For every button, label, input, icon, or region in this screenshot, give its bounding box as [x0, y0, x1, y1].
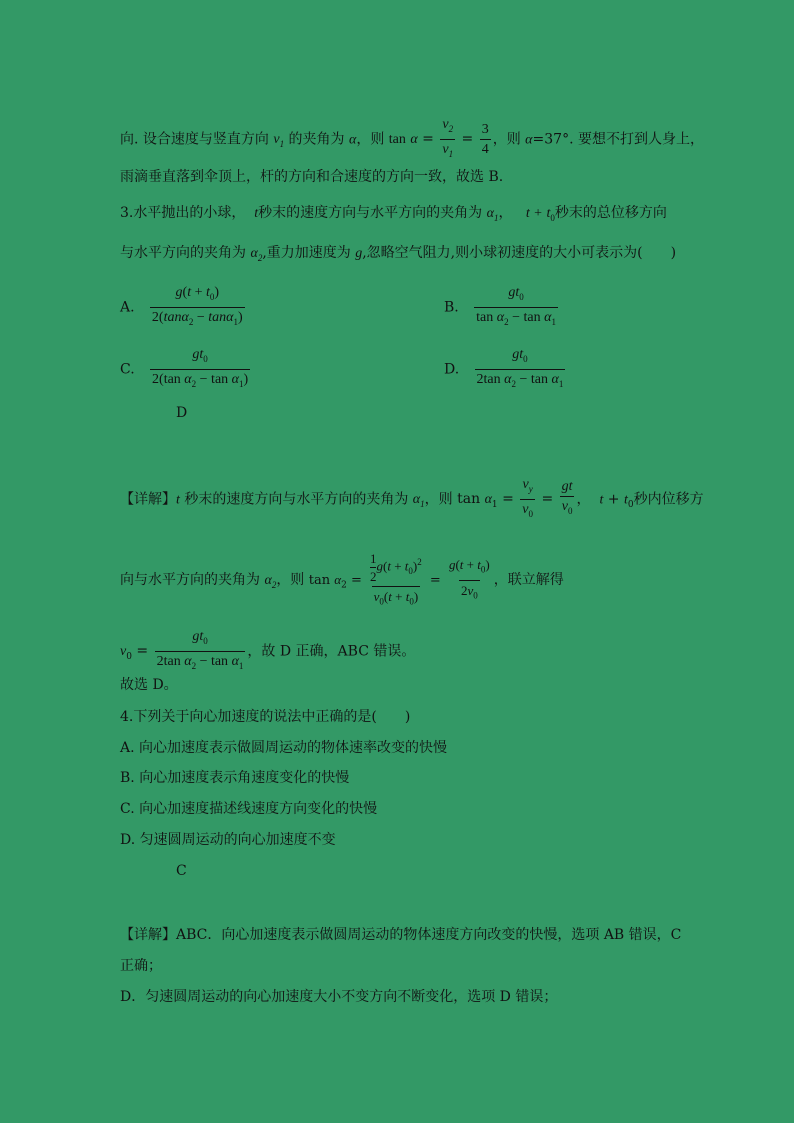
q3-stem-line-2: 与水平方向的夹角为 $\alpha_2$,重力加速度为 g,忽略空气阻力,则小球初速度的大小可表示为( ) — [120, 245, 677, 263]
q4-option-a[interactable]: A. 向心加速度表示做圆周运动的物体速率改变的快慢 — [120, 740, 448, 756]
math-alpha1: $\alpha_1$ — [486, 206, 499, 223]
q4-option-c[interactable]: C. 向心加速度描述线速度方向变化的快慢 — [120, 801, 378, 817]
q3-conclusion: 故选 D。 — [120, 677, 178, 693]
q3-answer: D — [176, 405, 188, 421]
q3-stem-line-1: 3.水平抛出的小球， t秒末的速度方向与水平方向的夹角为 $\alpha_1$， $t + t_0$秒末的总位移方向 — [120, 205, 667, 223]
formula-option-c: $\frac{gt_0}{2(\tan \alpha_2 - \tan \alpha_1)}$ — [150, 346, 250, 393]
q3-detail-line-2: 向与水平方向的夹角为 $\alpha_2$，则 $\tan \alpha_2$ = $\frac{1}{2}$ $g(t + t_0)^2$ $v_0(t + t_0)$ = $\frac{g(t + t_0)}{2v_0}$ ，联立解得 — [120, 550, 564, 611]
math-alpha-2: α — [525, 132, 533, 148]
q4-detail-line-2: 正确； — [120, 958, 162, 974]
frac-v2-v1: $\frac{v_2}{v_1}$ — [440, 116, 455, 163]
math-alpha2: $\alpha_2$ — [250, 246, 263, 263]
formula-option-a: $\frac{g(t + t_0)}{2(\tan\alpha_2 - \tan\alpha_1)}$ — [150, 284, 245, 331]
detail-tag: 【详解】 — [120, 491, 176, 508]
formula-option-b: $\frac{gt_0}{\tan \alpha_2 - \tan \alpha_1}$ — [474, 284, 558, 331]
formula-tan-alpha1: $\tan \alpha_1$ = $\frac{v_y}{v_0}$ = $\frac{gt}{v_0}$ — [457, 491, 576, 507]
q3-detail-line-1: 【详解】t 秒末的速度方向与水平方向的夹角为 $\alpha_1$，则 $\tan \alpha_1$ = $\frac{v_y}{v_0}$ = $\frac{gt}{v_0}$ ， $t + t_0$秒内位移方 — [120, 476, 704, 523]
q3-option-d[interactable]: D. $\frac{gt_0}{2\tan \alpha_2 - \tan \alpha_1}$ — [444, 346, 567, 393]
frac-3-4: $\frac{3}{4}$ — [481, 121, 489, 157]
detail-tag: 【详解】 — [120, 927, 176, 943]
formula-v0: $v_0$ = $\frac{gt_0}{2\tan \alpha_2 - \tan \alpha_1}$ — [120, 643, 247, 659]
q4-detail-line-1: 【详解】ABC．向心加速度表示做圆周运动的物体速度方向改变的快慢，选项 AB 错误，C — [120, 927, 682, 943]
q4-detail-line-3: D．匀速圆周运动的向心加速度大小不变方向不断变化，选项 D 错误； — [120, 989, 558, 1005]
formula-tan-alpha2: $\tan \alpha_2$ = $\frac{1}{2}$ $g(t + t_0)^2$ $v_0(t + t_0)$ = $\frac{g(t + t_0)}{2v_0}$ — [309, 573, 494, 588]
q4-stem: 4.下列关于向心加速度的说法中正确的是( ) — [120, 709, 411, 725]
prev-line-2: 雨滴垂直落到伞顶上，杆的方向和合速度的方向一致，故选 B. — [120, 169, 504, 185]
math-alpha: α — [348, 132, 357, 148]
math-g: g — [355, 246, 363, 261]
q3-detail-line-3: $v_0$ = $\frac{gt_0}{2\tan \alpha_2 - \tan \alpha_1}$ ，故 D 正确，ABC 错误。 — [120, 628, 415, 675]
q3-option-a[interactable]: A. $\frac{g(t + t_0)}{2(\tan\alpha_2 - \tan\alpha_1)}$ — [120, 284, 247, 331]
math-tan-alpha: tan α = $\frac{v_2}{v_1}$ = $\frac{3}{4}$ — [389, 131, 493, 147]
q3-option-b[interactable]: B. $\frac{gt_0}{\tan \alpha_2 - \tan \alpha_1}$ — [444, 284, 560, 331]
math-t: t — [254, 206, 259, 221]
q4-answer: C — [176, 863, 187, 879]
prev-line-1: 向. 设合速度与竖直方向 $v_1$ 的夹角为 α，则 tan α = $\frac{v_2}{v_1}$ = $\frac{3}{4}$ ，则 α=37°. 要想不打到人身上， — [120, 116, 704, 163]
formula-option-d: $\frac{gt_0}{2\tan \alpha_2 - \tan \alpha_1}$ — [475, 346, 566, 393]
q4-option-b[interactable]: B. 向心加速度表示角速度变化的快慢 — [120, 770, 350, 786]
math-v1: $v_1$ — [273, 132, 285, 150]
q4-option-d[interactable]: D. 匀速圆周运动的向心加速度不变 — [120, 832, 336, 848]
math-t-plus-t0: t — [525, 206, 530, 221]
q3-option-c[interactable]: C. $\frac{gt_0}{2(\tan \alpha_2 - \tan \alpha_1)}$ — [120, 346, 252, 393]
